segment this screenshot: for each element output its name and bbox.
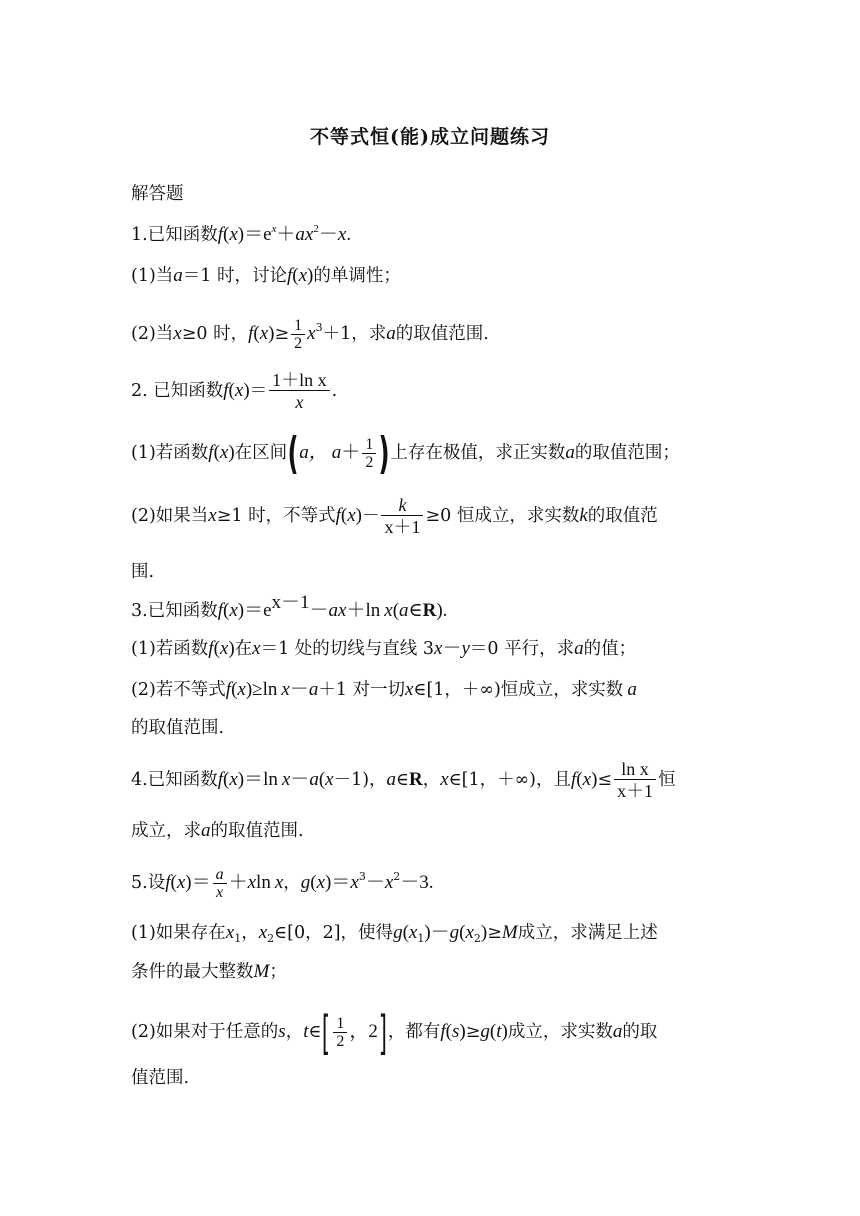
question-5-part-2: (2)如果对于任意的s，t∈[ $\frac{1}{2}$ ，2]，都有f(s)≥g(t)成立，求实数a的取 bbox=[131, 1005, 658, 1060]
question-3-part-2-wrap: 的取值范围. bbox=[131, 718, 225, 738]
question-2-stem: 2. 已知函数f(x)＝ $\frac{\text{1＋ln x}}{x}$ . bbox=[131, 370, 338, 412]
interval-right-bracket: ) bbox=[378, 427, 390, 479]
fraction-1-plus-ln-x-over-x: $\frac{\text{1＋ln x}}{x}$ bbox=[269, 370, 330, 413]
question-4-stem: 4.已知函数f(x)＝ln x－a(x－1)，a∈R，x∈[1，＋∞)，且f(x)≤ $\frac{\text{ln x}}{x+1}$ 恒 bbox=[131, 759, 676, 801]
fraction-one-half: $\frac{1}{2}$ bbox=[291, 317, 305, 353]
interval-left-bracket: [ bbox=[322, 1005, 331, 1060]
page-title: 不等式恒(能)成立问题练习 bbox=[310, 126, 550, 148]
question-5-part-1-wrap: 条件的最大整数M； bbox=[131, 961, 287, 982]
question-3-part-2: (2)若不等式f(x)≥ln x－a＋1 对一切x∈[1，＋∞)恒成立，求实数 a bbox=[131, 679, 637, 700]
question-2-part-2-wrap: 围. bbox=[131, 562, 155, 582]
question-1-stem: 1.已知函数$f(x)=e^x+ax^2-x$. bbox=[131, 223, 352, 245]
question-4-wrap: 成立，求a的取值范围. bbox=[131, 820, 304, 841]
section-heading: 解答题 bbox=[131, 184, 184, 204]
question-2-part-2: (2)如果当x≥1 时，不等式f(x)－ $\frac{k}{x+1}$ ≥0 恒成立，求实数k的取值范 bbox=[131, 495, 658, 537]
question-1-part-1: (1)当a＝1 时，讨论f(x)的单调性； bbox=[131, 265, 401, 286]
question-1-part-2: (2)当x≥0 时，f(x)≥ $\frac{1}{2}$ $x^3+1$，求a的取值范围. bbox=[131, 316, 489, 352]
question-3-part-1: (1)若函数f(x)在x＝1 处的切线与直线 3x－y＝0 平行，求a的值； bbox=[131, 638, 637, 659]
question-5-part-2-wrap: 值范围. bbox=[131, 1068, 190, 1088]
fraction-k-over-x-plus-1: $\frac{k}{x+1}$ bbox=[381, 495, 423, 538]
question-5-stem: 5.设f(x)＝ $\frac{a}{x}$ ＋xln x，$g(x)=x^3-x^2-3$. bbox=[131, 865, 434, 901]
fraction-ln-x-over-x-plus-1: $\frac{\text{ln x}}{x+1}$ bbox=[614, 759, 656, 802]
interval-left-bracket: ( bbox=[287, 427, 299, 479]
question-5-part-1: (1)如果存在$x_1$，$x_2\in[0$，2]，使得$g(x_1)-g(x_2)\ge M$成立，求满足上述 bbox=[131, 922, 658, 945]
question-3-stem: 3.已知函数$f(x)=e^{x-1}-ax+\ln$ x(a∈R). bbox=[131, 592, 448, 621]
fraction-one-half: $\frac{1}{2}$ bbox=[333, 1015, 347, 1051]
question-2-part-1: (1)若函数f(x)在区间(a， a＋ $\frac{1}{2}$ )上存在极值，求正实数a的取值范围； bbox=[131, 427, 680, 479]
fraction-one-half: $\frac{1}{2}$ bbox=[362, 436, 376, 472]
interval-right-bracket: ] bbox=[378, 1005, 387, 1060]
fraction-a-over-x: $\frac{a}{x}$ bbox=[213, 866, 227, 902]
